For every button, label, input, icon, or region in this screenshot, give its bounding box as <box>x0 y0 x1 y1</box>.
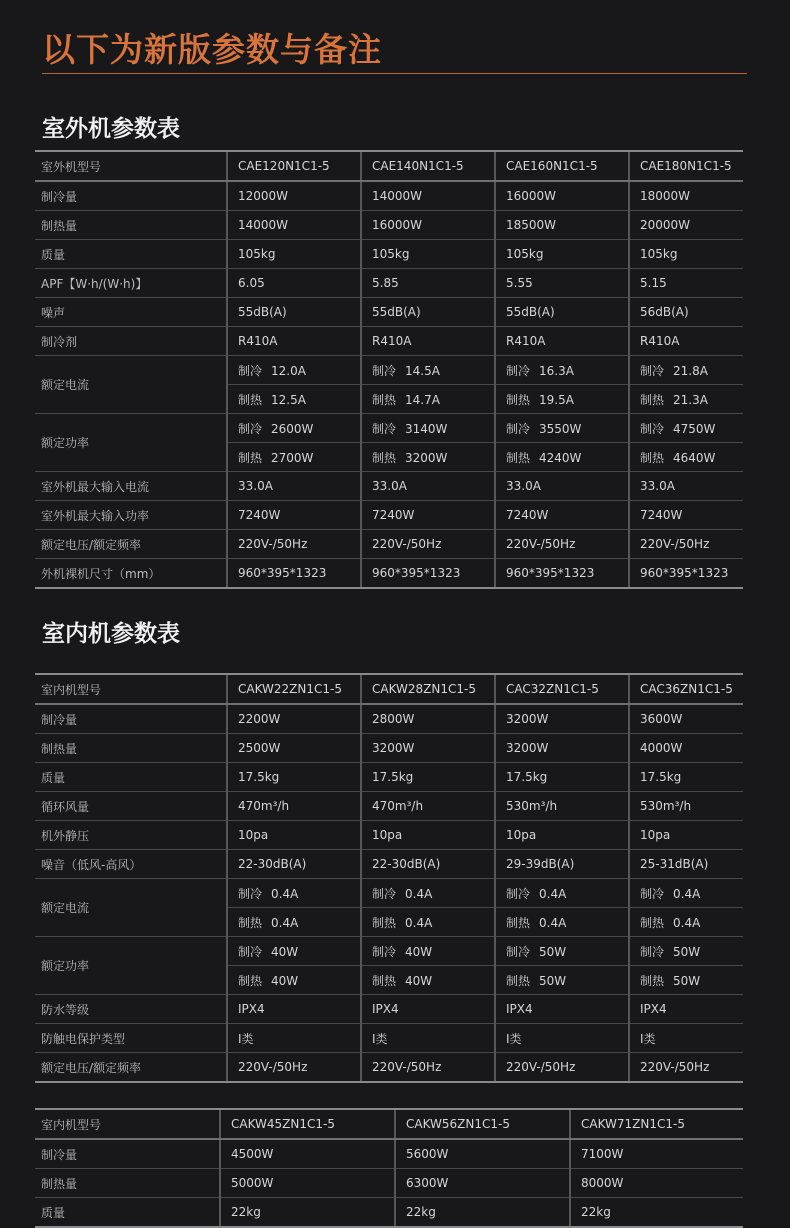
table-cell: 20000W <box>629 211 743 240</box>
table-cell: 220V-/50Hz <box>361 530 495 559</box>
table-cell: 33.0A <box>629 472 743 501</box>
table-cell: 2800W <box>361 704 495 734</box>
table-cell: CAC36ZN1C1-5 <box>629 674 743 704</box>
table-cell: 2200W <box>227 704 361 734</box>
row-label: 室内机型号 <box>35 674 227 704</box>
mode-label: 制冷 <box>640 944 665 959</box>
value: 40W <box>271 944 299 959</box>
table-row <box>35 704 743 734</box>
row-label: 额定功率 <box>35 414 227 472</box>
row-label: 机外静压 <box>35 821 227 850</box>
mode-value <box>238 449 313 466</box>
row-label: 额定电流 <box>35 356 227 414</box>
table-row <box>35 472 743 501</box>
row-label: 制冷量 <box>35 704 227 734</box>
value: 0.4A <box>673 915 701 930</box>
table-cell <box>227 443 361 472</box>
page-title: 以下为新版参数与备注 <box>42 30 382 69</box>
table-cell: 14000W <box>361 181 495 211</box>
table-cell: IPX4 <box>227 995 361 1024</box>
mode-label: 制热 <box>238 973 263 988</box>
table-cell: 7240W <box>227 501 361 530</box>
table-cell <box>629 937 743 966</box>
table-cell: 7240W <box>361 501 495 530</box>
row-label: 外机裸机尺寸（mm） <box>35 559 227 589</box>
mode-label: 制冷 <box>238 421 263 436</box>
mode-value <box>640 972 700 989</box>
table-cell: CAKW22ZN1C1-5 <box>227 674 361 704</box>
table-cell: 105kg <box>629 240 743 269</box>
table-cell: 33.0A <box>227 472 361 501</box>
indoor-section-title: 室内机参数表 <box>42 621 180 647</box>
table-cell <box>495 966 629 995</box>
mode-label: 制热 <box>640 973 665 988</box>
mode-label: 制热 <box>506 450 531 465</box>
mode-label: 制冷 <box>640 363 665 378</box>
row-label: 室外机最大输入功率 <box>35 501 227 530</box>
table-cell: 3200W <box>361 734 495 763</box>
mode-label: 制热 <box>506 973 531 988</box>
table-cell: 470m³/h <box>227 792 361 821</box>
value: 4240W <box>539 450 582 465</box>
mode-value <box>238 943 298 960</box>
table-cell: 22kg <box>395 1198 570 1228</box>
row-label: 制热量 <box>35 211 227 240</box>
table-cell: 8000W <box>570 1169 743 1198</box>
table-row <box>35 792 743 821</box>
table-cell: 220V-/50Hz <box>495 1053 629 1083</box>
table-cell: 7240W <box>629 501 743 530</box>
table-cell: 29-39dB(A) <box>495 850 629 879</box>
mode-value <box>238 362 306 379</box>
mode-value <box>506 885 566 902</box>
mode-label: 制热 <box>506 392 531 407</box>
table-cell: 7240W <box>495 501 629 530</box>
table-cell: 25-31dB(A) <box>629 850 743 879</box>
table-cell <box>227 356 361 385</box>
table-row <box>35 937 743 966</box>
row-label: APF【W·h/(W·h)】 <box>35 269 227 298</box>
table-cell: 17.5kg <box>361 763 495 792</box>
table-cell: CAKW45ZN1C1-5 <box>220 1109 395 1139</box>
mode-value <box>640 449 715 466</box>
mode-value <box>506 449 581 466</box>
mode-label: 制热 <box>238 450 263 465</box>
table-cell: 22-30dB(A) <box>361 850 495 879</box>
mode-label: 制冷 <box>506 363 531 378</box>
table-row <box>35 151 743 181</box>
mode-value <box>506 420 581 437</box>
table-cell <box>495 443 629 472</box>
table-cell <box>629 356 743 385</box>
value: 3140W <box>405 421 448 436</box>
value: 50W <box>673 944 701 959</box>
mode-value <box>238 972 298 989</box>
table-cell: 105kg <box>227 240 361 269</box>
table-cell: 470m³/h <box>361 792 495 821</box>
table-cell: 2500W <box>227 734 361 763</box>
table-cell: 3200W <box>495 734 629 763</box>
table-cell: I类 <box>495 1024 629 1053</box>
row-label: 防触电保护类型 <box>35 1024 227 1053</box>
mode-label: 制热 <box>238 392 263 407</box>
table-cell <box>495 908 629 937</box>
value: 21.8A <box>673 363 708 378</box>
mode-value <box>640 420 715 437</box>
table-cell: 17.5kg <box>227 763 361 792</box>
table-cell: 14000W <box>227 211 361 240</box>
table-cell: R410A <box>361 327 495 356</box>
row-label: 制热量 <box>35 734 227 763</box>
table-cell: CAKW56ZN1C1-5 <box>395 1109 570 1139</box>
table-cell: 16000W <box>361 211 495 240</box>
mode-label: 制冷 <box>238 886 263 901</box>
table-cell: CAE140N1C1-5 <box>361 151 495 181</box>
mode-value <box>506 391 574 408</box>
value: 50W <box>539 973 567 988</box>
table-row <box>35 414 743 443</box>
mode-value <box>506 943 566 960</box>
table-cell: 220V-/50Hz <box>227 1053 361 1083</box>
table-cell: 5.55 <box>495 269 629 298</box>
mode-label: 制热 <box>372 392 397 407</box>
mode-value <box>238 885 298 902</box>
table-cell: 5.15 <box>629 269 743 298</box>
table-cell <box>495 356 629 385</box>
table-row <box>35 240 743 269</box>
table-row <box>35 530 743 559</box>
mode-value <box>238 420 313 437</box>
table-cell <box>227 937 361 966</box>
row-label: 室内机型号 <box>35 1109 220 1139</box>
table-cell: 55dB(A) <box>227 298 361 327</box>
mode-label: 制冷 <box>372 363 397 378</box>
table-row <box>35 327 743 356</box>
table-row <box>35 559 743 589</box>
table-cell: IPX4 <box>629 995 743 1024</box>
table-row <box>35 1198 743 1228</box>
table-cell: 105kg <box>495 240 629 269</box>
table-cell <box>495 414 629 443</box>
mode-value <box>640 914 700 931</box>
indoor-spec-table <box>35 673 743 1083</box>
table-row <box>35 1169 743 1198</box>
outdoor-spec-table <box>35 150 743 589</box>
table-row <box>35 763 743 792</box>
table-cell <box>495 879 629 908</box>
table-cell: 220V-/50Hz <box>629 1053 743 1083</box>
row-label: 额定电流 <box>35 879 227 937</box>
table-cell: 220V-/50Hz <box>495 530 629 559</box>
mode-label: 制冷 <box>640 886 665 901</box>
table-cell <box>227 414 361 443</box>
table-cell: CAE160N1C1-5 <box>495 151 629 181</box>
value: 40W <box>405 944 433 959</box>
row-label: 制冷量 <box>35 1139 220 1169</box>
table-cell: 12000W <box>227 181 361 211</box>
table-cell <box>361 908 495 937</box>
table-cell <box>629 414 743 443</box>
value: 0.4A <box>405 915 433 930</box>
table-cell: 18000W <box>629 181 743 211</box>
table-cell <box>361 937 495 966</box>
table-row <box>35 298 743 327</box>
value: 4750W <box>673 421 716 436</box>
value: 2700W <box>271 450 314 465</box>
table-row <box>35 269 743 298</box>
mode-label: 制热 <box>372 450 397 465</box>
table-cell: R410A <box>227 327 361 356</box>
table-cell: 7100W <box>570 1139 743 1169</box>
mode-label: 制冷 <box>238 944 263 959</box>
table-cell: 960*395*1323 <box>361 559 495 589</box>
table-cell: 17.5kg <box>629 763 743 792</box>
table-cell: 55dB(A) <box>495 298 629 327</box>
value: 50W <box>673 973 701 988</box>
table-cell: 16000W <box>495 181 629 211</box>
table-cell <box>227 385 361 414</box>
table-cell: CAC32ZN1C1-5 <box>495 674 629 704</box>
mode-label: 制热 <box>640 915 665 930</box>
table-cell: 22kg <box>220 1198 395 1228</box>
mode-label: 制冷 <box>506 886 531 901</box>
table-cell: IPX4 <box>361 995 495 1024</box>
table-cell: 18500W <box>495 211 629 240</box>
table-row <box>35 734 743 763</box>
value: 3200W <box>405 450 448 465</box>
mode-label: 制冷 <box>640 421 665 436</box>
value: 0.4A <box>271 915 299 930</box>
value: 0.4A <box>673 886 701 901</box>
table-cell: 10pa <box>495 821 629 850</box>
row-label: 额定功率 <box>35 937 227 995</box>
table-cell: 5000W <box>220 1169 395 1198</box>
row-label: 室外机型号 <box>35 151 227 181</box>
table-cell: 33.0A <box>495 472 629 501</box>
row-label: 噪声 <box>35 298 227 327</box>
table-row <box>35 181 743 211</box>
row-label: 制热量 <box>35 1169 220 1198</box>
value: 0.4A <box>539 886 567 901</box>
value: 21.3A <box>673 392 708 407</box>
table-cell: 220V-/50Hz <box>361 1053 495 1083</box>
table-cell: 6300W <box>395 1169 570 1198</box>
table-cell <box>361 356 495 385</box>
row-label: 质量 <box>35 763 227 792</box>
row-label: 循环风量 <box>35 792 227 821</box>
mode-value <box>372 391 440 408</box>
table-cell: CAKW28ZN1C1-5 <box>361 674 495 704</box>
table-cell <box>361 385 495 414</box>
table-row <box>35 1109 743 1139</box>
table-cell: 10pa <box>361 821 495 850</box>
table-cell: 22-30dB(A) <box>227 850 361 879</box>
table-cell: 22kg <box>570 1198 743 1228</box>
value: 16.3A <box>539 363 574 378</box>
mode-label: 制热 <box>640 392 665 407</box>
mode-value <box>372 362 440 379</box>
table-cell: IPX4 <box>495 995 629 1024</box>
table-row <box>35 1139 743 1169</box>
outdoor-section-title: 室外机参数表 <box>42 116 180 142</box>
row-label: 室外机最大输入电流 <box>35 472 227 501</box>
mode-value <box>506 362 574 379</box>
table-cell <box>361 879 495 908</box>
row-label: 额定电压/额定频率 <box>35 530 227 559</box>
table-cell: 10pa <box>629 821 743 850</box>
table-cell: 3200W <box>495 704 629 734</box>
table-cell: R410A <box>495 327 629 356</box>
mode-value <box>506 914 566 931</box>
table-cell <box>361 966 495 995</box>
mode-label: 制冷 <box>372 886 397 901</box>
value: 0.4A <box>539 915 567 930</box>
value: 40W <box>271 973 299 988</box>
mode-value <box>640 885 700 902</box>
value: 4640W <box>673 450 716 465</box>
mode-value <box>506 972 566 989</box>
table-cell: CAE180N1C1-5 <box>629 151 743 181</box>
value: 0.4A <box>271 886 299 901</box>
row-label: 制冷剂 <box>35 327 227 356</box>
table-row <box>35 995 743 1024</box>
table-cell <box>227 879 361 908</box>
table-row <box>35 850 743 879</box>
mode-value <box>372 943 432 960</box>
table-cell <box>361 443 495 472</box>
table-cell: 55dB(A) <box>361 298 495 327</box>
table-cell: 5.85 <box>361 269 495 298</box>
table-cell: 6.05 <box>227 269 361 298</box>
table-cell <box>629 879 743 908</box>
value: 14.7A <box>405 392 440 407</box>
table-cell: 960*395*1323 <box>227 559 361 589</box>
table-cell: 17.5kg <box>495 763 629 792</box>
table-cell <box>227 966 361 995</box>
table-cell: I类 <box>227 1024 361 1053</box>
table-cell <box>629 385 743 414</box>
row-label: 质量 <box>35 240 227 269</box>
row-label: 噪音（低风-高风） <box>35 850 227 879</box>
table-cell: I类 <box>629 1024 743 1053</box>
table-cell: 530m³/h <box>629 792 743 821</box>
value: 3550W <box>539 421 582 436</box>
row-label: 制冷量 <box>35 181 227 211</box>
table-cell: 56dB(A) <box>629 298 743 327</box>
mode-value <box>640 362 708 379</box>
value: 14.5A <box>405 363 440 378</box>
table-row <box>35 356 743 385</box>
table-cell <box>361 414 495 443</box>
table-cell: 33.0A <box>361 472 495 501</box>
mode-value <box>640 943 700 960</box>
mode-value <box>372 914 432 931</box>
value: 19.5A <box>539 392 574 407</box>
row-label: 防水等级 <box>35 995 227 1024</box>
mode-label: 制热 <box>372 915 397 930</box>
mode-value <box>372 885 432 902</box>
mode-label: 制冷 <box>238 363 263 378</box>
table-cell: 220V-/50Hz <box>227 530 361 559</box>
mode-label: 制热 <box>640 450 665 465</box>
value: 40W <box>405 973 433 988</box>
table-cell: 4500W <box>220 1139 395 1169</box>
table-cell: I类 <box>361 1024 495 1053</box>
table-row <box>35 821 743 850</box>
table-cell: 5600W <box>395 1139 570 1169</box>
mode-label: 制冷 <box>372 944 397 959</box>
mode-value <box>372 449 447 466</box>
value: 2600W <box>271 421 314 436</box>
table-cell: 105kg <box>361 240 495 269</box>
mode-label: 制冷 <box>506 421 531 436</box>
table-cell: CAE120N1C1-5 <box>227 151 361 181</box>
mode-label: 制冷 <box>506 944 531 959</box>
row-label: 质量 <box>35 1198 220 1228</box>
mode-value <box>238 391 306 408</box>
table-row <box>35 674 743 704</box>
table-row <box>35 1024 743 1053</box>
table-cell: R410A <box>629 327 743 356</box>
table-cell: 10pa <box>227 821 361 850</box>
table-cell <box>629 908 743 937</box>
mode-label: 制冷 <box>372 421 397 436</box>
title-divider <box>42 73 747 74</box>
mode-label: 制热 <box>372 973 397 988</box>
value: 12.5A <box>271 392 306 407</box>
table-cell: 3600W <box>629 704 743 734</box>
table-cell: 4000W <box>629 734 743 763</box>
value: 0.4A <box>405 886 433 901</box>
table-cell: 960*395*1323 <box>495 559 629 589</box>
table-cell <box>227 908 361 937</box>
value: 12.0A <box>271 363 306 378</box>
table-cell: 960*395*1323 <box>629 559 743 589</box>
mode-value <box>238 914 298 931</box>
value: 50W <box>539 944 567 959</box>
table-row <box>35 1053 743 1083</box>
mode-value <box>372 972 432 989</box>
table-cell <box>629 443 743 472</box>
mode-value <box>640 391 708 408</box>
table-cell: CAKW71ZN1C1-5 <box>570 1109 743 1139</box>
table-row <box>35 211 743 240</box>
mode-label: 制热 <box>238 915 263 930</box>
table-cell <box>495 385 629 414</box>
table-row <box>35 879 743 908</box>
table-cell: 530m³/h <box>495 792 629 821</box>
indoor-spec-table-2 <box>35 1108 743 1228</box>
mode-value <box>372 420 447 437</box>
table-cell: 220V-/50Hz <box>629 530 743 559</box>
table-cell <box>629 966 743 995</box>
row-label: 额定电压/额定频率 <box>35 1053 227 1083</box>
table-cell <box>495 937 629 966</box>
table-row <box>35 501 743 530</box>
mode-label: 制热 <box>506 915 531 930</box>
